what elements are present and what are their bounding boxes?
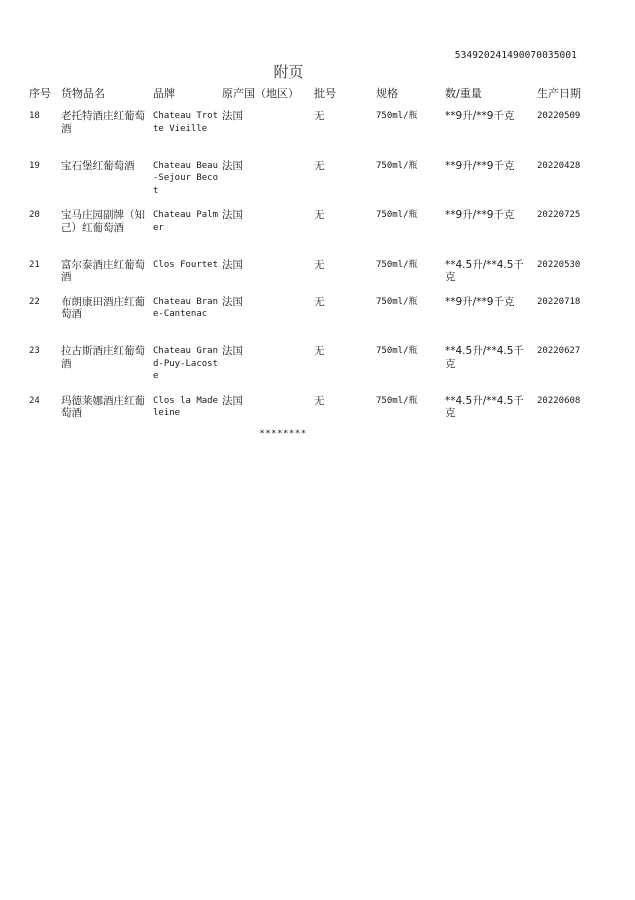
row-origin: 法国 <box>222 394 243 407</box>
row-quantity: **4.5升/**4.5千克 <box>445 345 524 370</box>
row-spec: 750ml/瓶 <box>376 395 418 406</box>
row-origin: 法国 <box>222 110 243 122</box>
row-spec: 750ml/瓶 <box>376 259 418 270</box>
row-batch: 无 <box>314 394 325 407</box>
table-row <box>29 209 609 259</box>
row-goods-name: 拉古斯酒庄红葡萄酒 <box>61 345 145 370</box>
table-header-row <box>29 88 609 110</box>
row-batch: 无 <box>314 345 325 357</box>
goods-table <box>29 88 609 444</box>
row-spec: 750ml/瓶 <box>376 210 418 220</box>
row-batch: 无 <box>314 295 325 308</box>
row-brand: Chateau Grand-Puy-Lacoste <box>153 346 219 381</box>
row-seq: 21 <box>29 259 40 270</box>
row-quantity: **9升/**9千克 <box>445 295 515 308</box>
header-origin: 原产国（地区） <box>222 87 299 100</box>
header-brand: 品牌 <box>153 87 175 100</box>
table-row <box>29 345 609 395</box>
row-brand: Clos Fourtet <box>153 259 219 270</box>
row-batch: 无 <box>314 209 325 221</box>
row-seq: 19 <box>29 160 40 171</box>
row-origin: 法国 <box>222 159 243 172</box>
row-origin: 法国 <box>222 295 243 308</box>
row-quantity: **4.5升/**4.5千克 <box>445 258 524 283</box>
row-origin: 法国 <box>222 209 243 221</box>
row-goods-name: 宝石堡红葡萄酒 <box>61 159 135 172</box>
row-goods-name: 宝马庄园副牌（知己）红葡萄酒 <box>61 209 145 234</box>
row-goods-name: 富尔泰酒庄红葡萄酒 <box>61 258 145 283</box>
row-quantity: **9升/**9千克 <box>445 110 515 122</box>
header-production-date: 生产日期 <box>537 87 581 100</box>
row-production-date: 20220718 <box>537 296 581 307</box>
table-row <box>29 259 609 296</box>
header-seq: 序号 <box>29 87 51 100</box>
row-quantity: **9升/**9千克 <box>445 159 515 172</box>
row-goods-name: 玛德莱娜酒庄红葡萄酒 <box>61 394 145 419</box>
row-batch: 无 <box>314 110 325 122</box>
header-batch: 批号 <box>314 87 336 100</box>
row-origin: 法国 <box>222 258 243 271</box>
row-brand: Clos la Madeleine <box>153 395 219 418</box>
row-production-date: 20220428 <box>537 160 581 171</box>
row-quantity: **4.5升/**4.5千克 <box>445 394 524 419</box>
row-brand: Chateau Brane-Cantenac <box>153 296 219 319</box>
row-seq: 24 <box>29 395 40 406</box>
row-spec: 750ml/瓶 <box>376 111 418 121</box>
row-spec: 750ml/瓶 <box>376 346 418 356</box>
row-goods-name: 老托特酒庄红葡萄酒 <box>61 110 145 135</box>
page-title: 附页 <box>273 63 304 81</box>
document-number: 534920241490070035001 <box>454 50 577 61</box>
row-production-date: 20220608 <box>537 395 581 406</box>
row-goods-name: 布朗康田酒庄红葡萄酒 <box>61 295 145 320</box>
header-quantity: 数/重量 <box>445 87 482 100</box>
row-brand: Chateau Beau -Sejour Becot <box>153 160 224 196</box>
table-row <box>29 160 609 210</box>
row-batch: 无 <box>314 258 325 271</box>
row-production-date: 20220530 <box>537 259 581 270</box>
end-mark: ******** <box>259 429 307 439</box>
row-production-date: 20220627 <box>537 346 581 356</box>
row-seq: 20 <box>29 210 40 220</box>
table-row <box>29 296 609 346</box>
row-brand: Chateau Trotte Vieille <box>153 111 219 134</box>
row-production-date: 20220509 <box>537 111 581 121</box>
row-origin: 法国 <box>222 345 243 357</box>
row-production-date: 20220725 <box>537 210 581 220</box>
header-spec: 规格 <box>376 87 398 100</box>
header-goods-name: 货物品名 <box>61 87 105 100</box>
row-batch: 无 <box>314 159 325 172</box>
row-spec: 750ml/瓶 <box>376 296 418 307</box>
row-quantity: **9升/**9千克 <box>445 209 515 221</box>
row-seq: 22 <box>29 296 40 307</box>
row-spec: 750ml/瓶 <box>376 160 418 171</box>
row-seq: 23 <box>29 346 40 356</box>
row-brand: Chateau Palmer <box>153 210 219 233</box>
row-seq: 18 <box>29 111 40 121</box>
table-row <box>29 110 609 160</box>
